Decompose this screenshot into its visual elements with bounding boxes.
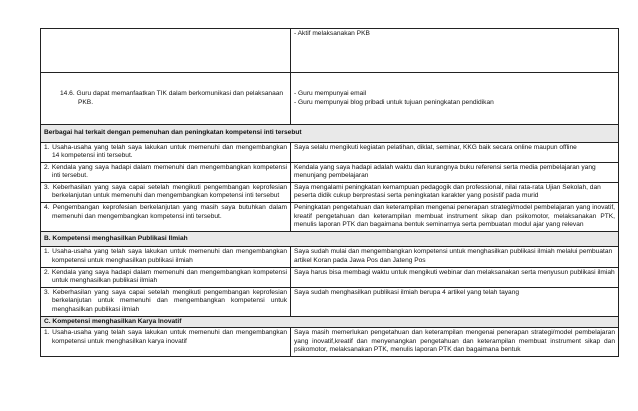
- left-cell: [41, 328, 291, 357]
- cell-line: - Aktif melaksanakan PKB: [294, 30, 370, 37]
- right-cell: Saya sudah mulai dan mengembangkan kompetensi untuk menghasilkan publikasi ilmiah melalui pembuatan artikel Koran pada Jawa Pos dan Jateng Pos: [291, 247, 619, 267]
- section-title: B. Kompetensi menghasilkan Publikasi Ilmiah: [41, 231, 619, 247]
- right-cell: [291, 73, 619, 125]
- section-header: [41, 125, 619, 143]
- section-header: [41, 231, 619, 247]
- table-row: [41, 287, 619, 316]
- cell-line: - Guru mempunyai blog pribadi untuk tujuan peningkatan pendidikan: [294, 98, 494, 106]
- cell-line: PKB.: [78, 98, 94, 106]
- section-title: Berbagai hal terkait dengan pemenuhan dan peningkatan kompetensi inti tersebut: [41, 125, 619, 143]
- right-cell: Saya sudah menghasilkan publikasi ilmiah berupa 4 artikel yang telah tayang: [291, 287, 619, 316]
- cell-line: 14.6. Guru dapat memanfaatkan TIK dalam berkomunikasi dan pelaksanaan: [60, 89, 284, 97]
- left-cell: [41, 73, 291, 125]
- cell-text: 2. Kendala yang saya hadapi dalam memenuhi dan mengembangkan kompetensi inti tersebut.: [44, 163, 287, 180]
- right-cell: Saya selalu mengikuti kegiatan pelatihan, diklat, seminar, KKG baik secara online maupun offline: [291, 142, 619, 162]
- cell-text: 1. Usaha-usaha yang telah saya lakukan untuk memenuhi dan mengembangkan 14 kompetensi inti tersebut.: [44, 143, 287, 160]
- table-row: [41, 267, 619, 287]
- table-row: [41, 328, 619, 357]
- left-cell: [41, 182, 291, 202]
- right-cell: Peningkatan pengetahuan dan keterampilan mengenai penerapan strategi/model pembelajaran yang inovatif, kreatif pengetahuan dan keterampilan membuat instrument sikap dan psikomotor, melaksanakan PTK, menulis laporan PTK dan bagaimana bentuk seminarnya serta pembuatan modul ajar yang relevan: [291, 203, 619, 232]
- cell-text: 2. Kendala yang saya hadapi dalam memenuhi dan mengembangkan kompetensi untuk menghasilkan publikasi ilmiah: [44, 268, 287, 285]
- right-cell: Saya mengalami peningkatan kemampuan pedagogik dan professional, nilai rata-rata Ujian Sekolah, dan peserta didik cukup berprestasi serta peningkatan karakter yang posistif pada murid: [291, 182, 619, 202]
- document-page: [40, 28, 615, 357]
- table-row: [41, 73, 619, 125]
- left-cell: [41, 267, 291, 287]
- cell-text: 1. Usaha-usaha yang telah saya lakukan untuk memenuhi dan mengembangkan kompetensi untuk menghasilkan publikasi ilmiah: [44, 248, 287, 265]
- table-row: [41, 182, 619, 202]
- cell-text: 3. Keberhasilan yang saya capai setelah mengikuti pengembangan keprofesian berkelanjutan untuk memenuhi dan mengembangkan kompetensi inti tersebut: [44, 183, 287, 200]
- left-cell: [41, 287, 291, 316]
- section-header: [41, 316, 619, 328]
- table-row: [41, 247, 619, 267]
- right-cell: Saya harus bisa membagi waktu untuk mengikuti webinar dan melaksanakan serta menyusun publikasi ilmiah: [291, 267, 619, 287]
- cell-line: - Guru mempunyai email: [294, 89, 367, 97]
- section-title: C. Kompetensi menghasilkan Karya Inovatif: [41, 316, 619, 328]
- table-row: [41, 142, 619, 162]
- left-cell: [41, 203, 291, 232]
- left-cell: [41, 162, 291, 182]
- cell-text: 1. Usaha-usaha yang telah saya lakukan untuk memenuhi dan mengembangkan kompetensi untuk menghasilkan karya inovatif: [44, 329, 287, 345]
- right-cell: [291, 29, 619, 73]
- table-row: [41, 29, 619, 73]
- right-cell: Saya masih memerlukan pengetahuan dan keterampilan mengenai penerapan strategi/model pembelajaran yang inovatif,kreatif dan menyenangkan pengetahuan dan keterampilan membuat instrument sikap dan psikomotor, melaksanakan PTK, menulis laporan PTK dan bagaimana bentuk: [291, 328, 619, 357]
- left-cell: [41, 142, 291, 162]
- cell-text: 3. Keberhasilan yang saya capai setelah mengikuti pengembangan keprofesian berkelanjutan untuk memenuhi dan mengembangkan kompetensi untuk menghasilkan publikasi ilmiah: [44, 288, 287, 313]
- competency-table: [40, 28, 619, 357]
- table-row: [41, 162, 619, 182]
- right-cell: Kendala yang saya hadapi adalah waktu dan kurangnya buku referensi serta media pembelajaran yang menunjang pembelajaran: [291, 162, 619, 182]
- table-row: [41, 203, 619, 232]
- left-cell: [41, 247, 291, 267]
- cell-text: 4. Pengembangan keprofesian berkelanjutan yang masih saya butuhkan dalam memenuhi dan mengembangkan kompetensi inti tersebut.: [44, 204, 287, 220]
- left-cell: [41, 29, 291, 73]
